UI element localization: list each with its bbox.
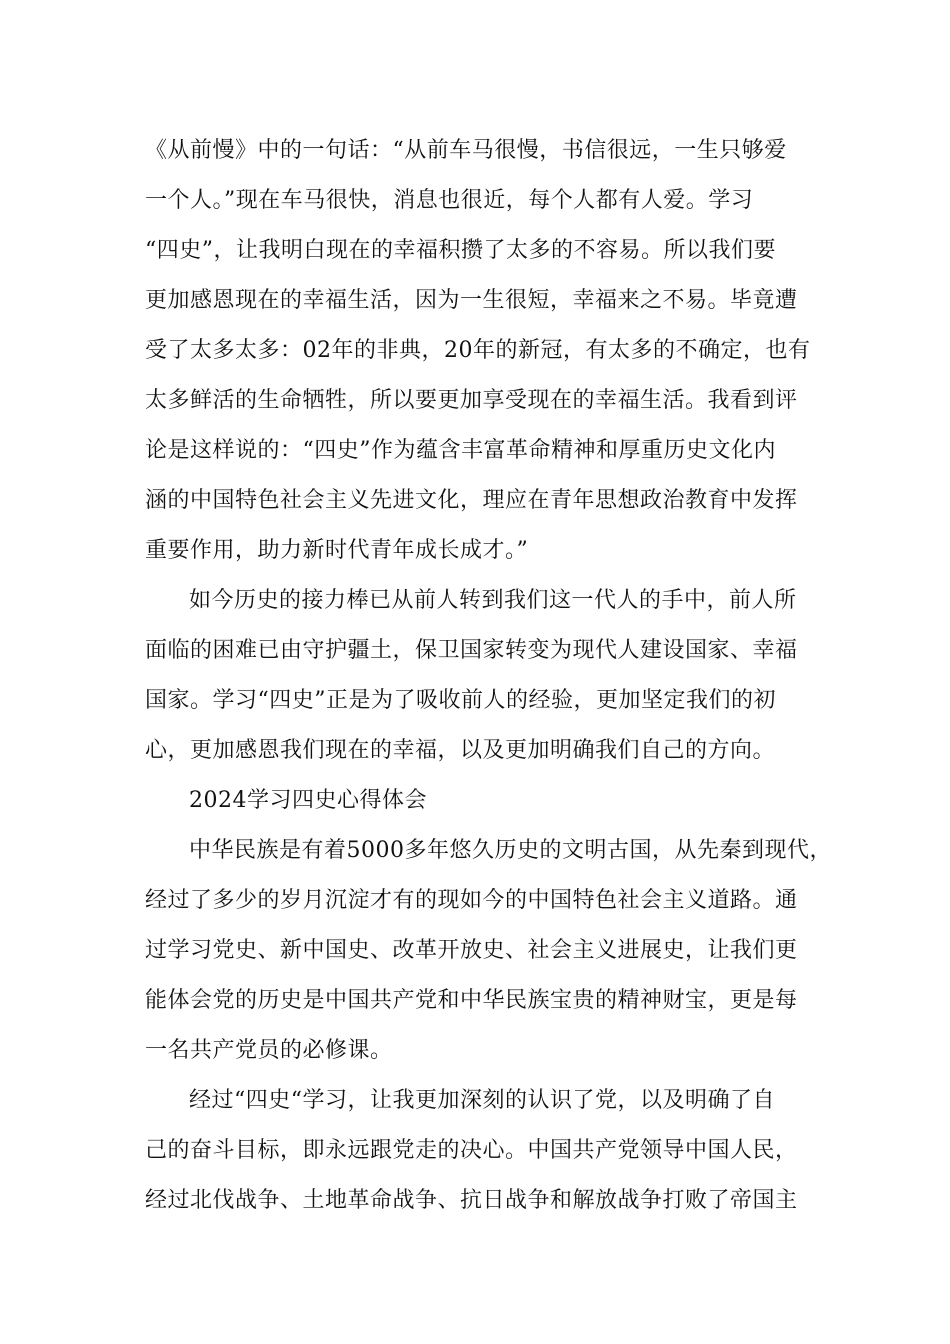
text-line: 一个人。”现在车马很快，消息也很近，每个人都有人爱。学习 <box>145 188 754 213</box>
text-line: “四史”，让我明白现在的幸福积攒了太多的不容易。所以我们要 <box>145 238 776 263</box>
text-line: 经过北伐战争、土地革命战争、抗日战争和解放战争打败了帝国主 <box>145 1188 798 1213</box>
text-line: 太多鲜活的生命牺牲，所以要更加享受现在的幸福生活。我看到评 <box>145 388 798 413</box>
text-line: 如今历史的接力棒已从前人转到我们这一代人的手中，前人所 <box>189 588 797 613</box>
text-line: 《从前慢》中的一句话：“从前车马很慢，书信很远，一生只够爱 <box>145 138 787 163</box>
text-line: 能体会党的历史是中国共产党和中华民族宝贵的精神财宝，更是每 <box>145 988 798 1013</box>
text-line: 论是这样说的：“四史”作为蕴含丰富革命精神和厚重历史文化内 <box>145 438 776 463</box>
text-line: 一名共产党员的必修课。 <box>145 1038 393 1063</box>
text-line: 涵的中国特色社会主义先进文化，理应在青年思想政治教育中发挥 <box>145 488 798 513</box>
text-line: 经过了多少的岁月沉淀才有的现如今的中国特色社会主义道路。通 <box>145 888 798 913</box>
text-line: 中华民族是有着5000多年悠久历史的文明古国，从先秦到现代， <box>189 838 832 863</box>
text-line: 面临的困难已由守护疆土，保卫国家转变为现代人建设国家、幸福 <box>145 638 798 663</box>
text-line: 经过“四史“学习，让我更加深刻的认识了党，以及明确了自 <box>189 1088 775 1113</box>
text-line: 重要作用，助力新时代青年成长成才。” <box>145 538 529 563</box>
text-line: 更加感恩现在的幸福生活，因为一生很短，幸福来之不易。毕竟遭 <box>145 288 798 313</box>
section-heading: 2024学习四史心得体会 <box>189 788 427 813</box>
text-line: 国家。学习“四史”正是为了吸收前人的经验，更加坚定我们的初 <box>145 688 776 713</box>
text-line: 己的奋斗目标，即永远跟党走的决心。中国共产党领导中国人民， <box>145 1138 798 1163</box>
text-line: 受了太多太多：02年的非典，20年的新冠，有太多的不确定，也有 <box>145 338 811 363</box>
text-line: 过学习党史、新中国史、改革开放史、社会主义进展史，让我们更 <box>145 938 798 963</box>
text-line: 心，更加感恩我们现在的幸福，以及更加明确我们自己的方向。 <box>145 738 776 763</box>
